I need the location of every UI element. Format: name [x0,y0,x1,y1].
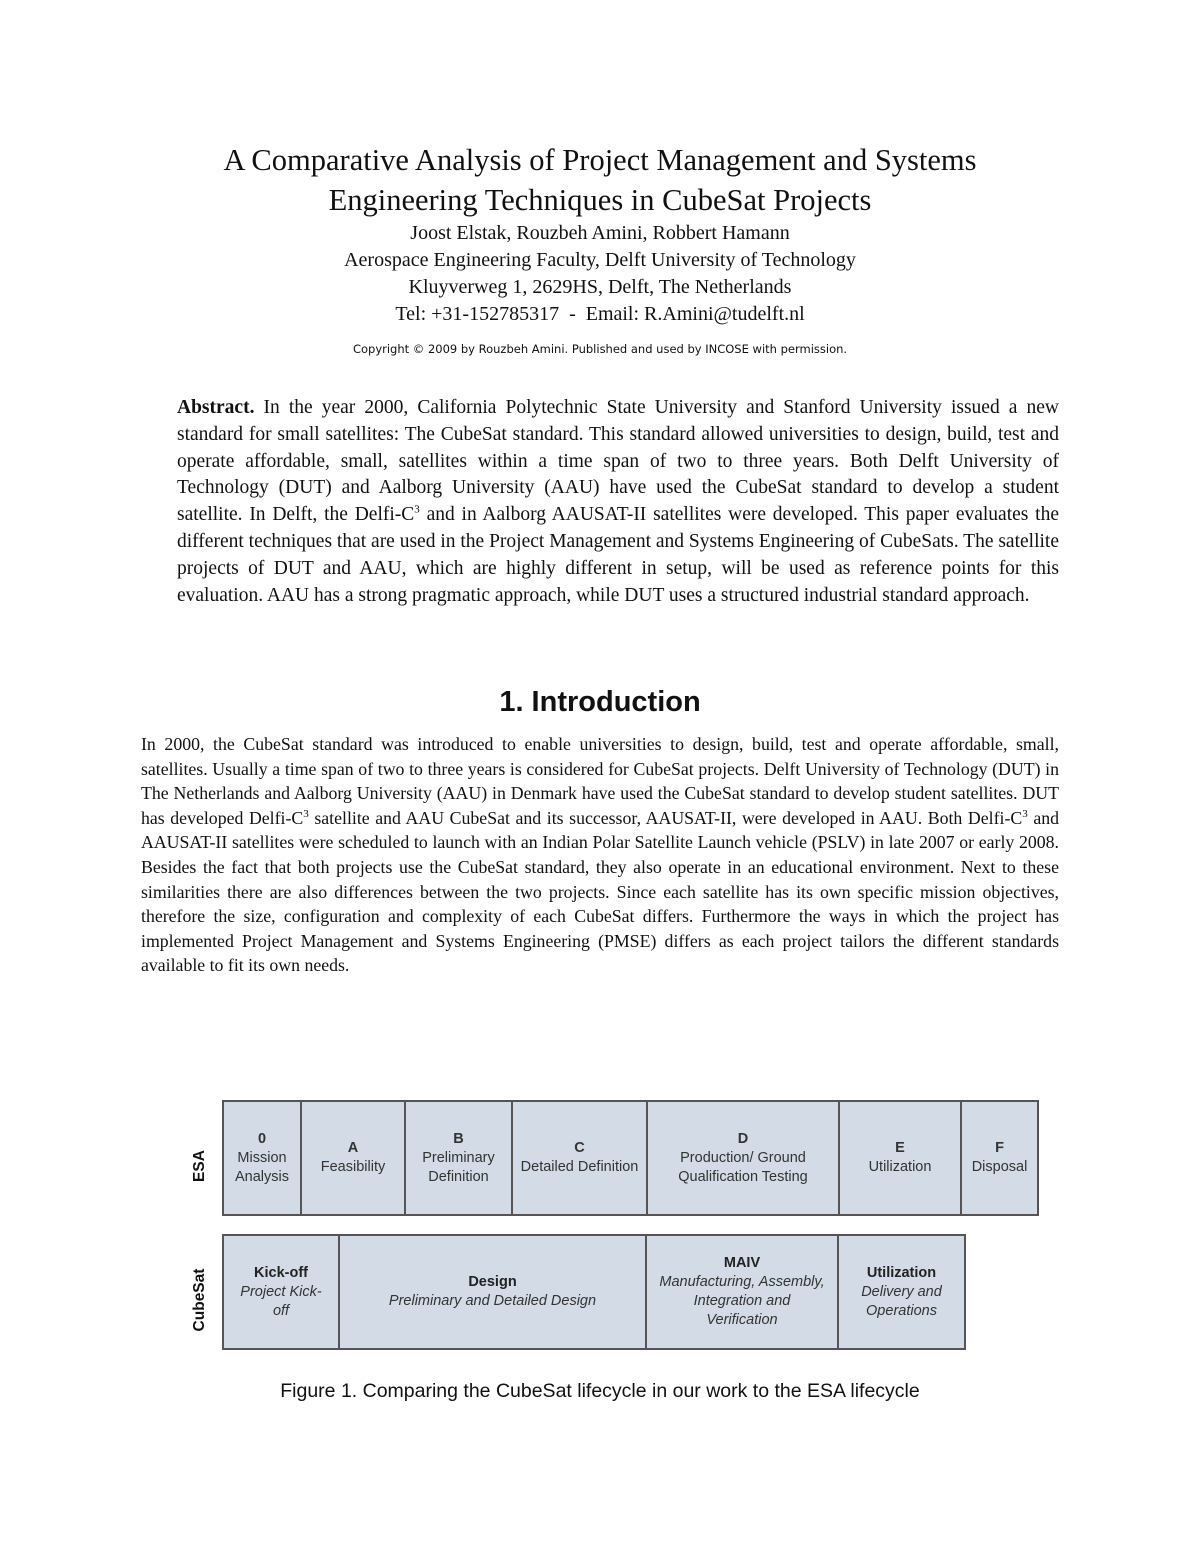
esa-phase-f [962,1102,1037,1214]
cubesat-phase-sub: Project Kick-off [240,1283,322,1319]
cubesat-phase-name: MAIV [723,1255,761,1271]
esa-phase-letter: A [347,1140,359,1156]
esa-phase-a [302,1102,406,1214]
intro-text-2: satellite and AAU CubeSat and its successor, AAUSAT-II, were developed in AAU. Both Delfi-C [308,807,1023,828]
cubesat-phase-name: Utilization [866,1264,937,1281]
abstract-text-1: In the year 2000, California Polytechnic State University and Stanford University issued a new standard for small satellites: The CubeSat standard. This standard allowed universities to design, build, test and operate affordable, small, satellites within a time span of two to three years. Both Delft University of Technology (DUT) and Aalborg University (AAU) have used the CubeSat standard to develop a student satellite. In Delft, the Delfi-C [177,397,1059,526]
esa-phase-0 [224,1102,302,1214]
esa-phase-c [513,1102,648,1214]
esa-phase-name: Mission Analysis [235,1149,289,1185]
cubesat-row-label: CubeSat [191,1268,208,1332]
authors: Joost Elstak, Rouzbeh Amini, Robbert Hamann [410,222,790,244]
cubesat-phase-kickoff [224,1236,340,1348]
intro-text-1: In 2000, the CubeSat standard was introduced to enable universities to design, build, test and operate affordable, small, satellites. Usually a time span of two to three years is considered for CubeSat projects. Delft University of Technology (DUT) in The Netherlands and Aalborg University (AAU) in Denmark have used the CubeSat standard to develop student satellites. DUT has developed Delfi-C [141,734,1059,828]
intro-text-3: and AAUSAT-II satellites were scheduled to launch with an Indian Polar Satellite Launch vehicle (PSLV) in late 2007 or early 2008. Besides the fact that both projects use the CubeSat standard, they also operate in an educational environment. Next to these similarities there are also differences between the two projects. Since each satellite has its own specific mission objectives, therefore the size, configuration and complexity of each CubeSat differs. Furthermore the ways in which the project has implemented Project Management and Systems Engineering (PMSE) differs as each project tailors the different standards available to fit its own needs. [141,807,1059,976]
esa-phase-name: Disposal [971,1159,1028,1175]
esa-phase-b [406,1102,513,1214]
esa-phase-name: Utilization [868,1159,932,1175]
affiliation: Aerospace Engineering Faculty, Delft University of Technology [344,249,856,271]
cubesat-phase-sub: Delivery and Operations [861,1283,942,1319]
cubesat-phase-maiv [647,1236,839,1348]
esa-phase-letter: C [574,1140,585,1156]
cubesat-phase-name: Kick-off [254,1264,308,1281]
esa-phase-name: Feasibility [320,1159,386,1175]
abstract-label: Abstract. [177,397,255,418]
abstract-sup: 3 [414,503,420,516]
esa-phase-d [648,1102,840,1214]
esa-phase-name: Production/ Ground Qualification Testing [678,1149,808,1185]
abstract [177,395,1059,609]
esa-phase-letter: B [453,1130,464,1147]
copyright-notice: Copyright © 2009 by Rouzbeh Amini. Published and used by INCOSE with permission. [352,342,848,356]
introduction-paragraph [141,732,1059,978]
cubesat-phase-utilization [839,1236,964,1348]
esa-phase-e [840,1102,962,1214]
contact: Tel: +31-152785317 - Email: R.Amini@tudelft.nl [395,303,805,325]
cubesat-phase-sub: Preliminary and Detailed Design [388,1293,597,1309]
section-heading-introduction: 1. Introduction [499,686,701,718]
paper-title-line-1: A Comparative Analysis of Project Management and Systems [223,143,977,177]
cubesat-phase-name: Design [468,1274,517,1290]
lifecycle-figure [180,1095,1050,1365]
esa-phase-letter: F [995,1140,1004,1156]
esa-phase-letter: D [737,1130,749,1147]
cubesat-phase-design [340,1236,647,1348]
intro-sup-2: 3 [1022,807,1028,820]
esa-lifecycle-row [222,1100,1039,1216]
title-block [0,140,1200,356]
figure-caption: Figure 1. Comparing the CubeSat lifecycle in our work to the ESA lifecycle [280,1380,920,1402]
esa-phase-letter: 0 [257,1130,267,1147]
esa-phase-letter: E [895,1140,905,1156]
address: Kluyverweg 1, 2629HS, Delft, The Netherlands [408,276,792,298]
cubesat-phase-sub: Manufacturing, Assembly, Integration and Verification [659,1274,825,1328]
esa-row-label: ESA [191,1150,208,1182]
abstract-text-2: and in Aalborg AAUSAT-II satellites were developed. This paper evaluates the different techniques that are used in the Project Management and Systems Engineering of CubeSats. The satellite projects of DUT and AAU, which are highly different in setup, will be used as reference points for this evaluation. AAU has a strong pragmatic approach, while DUT uses a structured industrial standard approach. [177,504,1059,606]
paper-title-line-2: Engineering Techniques in CubeSat Projects [328,183,872,217]
intro-sup-1: 3 [303,807,309,820]
esa-phase-name: Detailed Definition [520,1159,639,1175]
cubesat-lifecycle-row [222,1234,966,1350]
esa-phase-name: Preliminary Definition [422,1149,495,1185]
